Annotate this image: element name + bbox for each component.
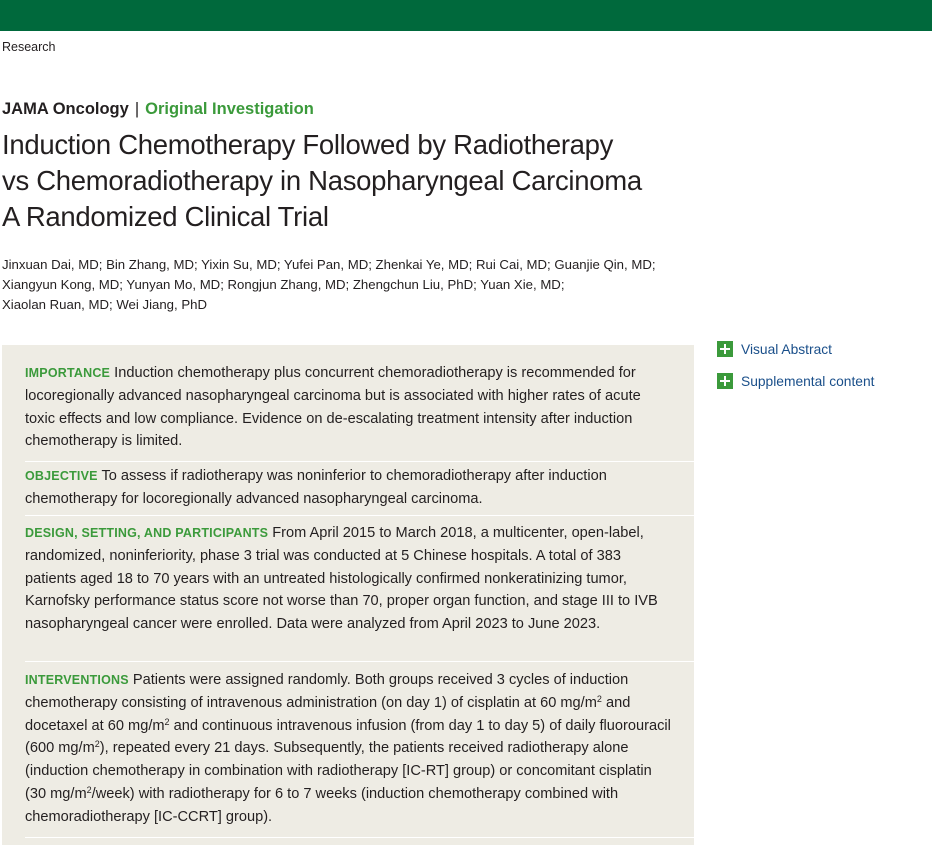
journal-name[interactable]: JAMA Oncology — [2, 100, 129, 118]
abstract-divider — [25, 461, 695, 462]
sidebar-links — [717, 340, 874, 404]
top-brand-bar — [0, 0, 932, 31]
superscript: 2 — [164, 716, 170, 727]
design-text: From April 2015 to March 2018, a multicenter, open-label, randomized, noninferiority, phase 3 trial was conducted at 5 Chinese hospitals. A total of 383 patients aged 18 to 70 years with an untreated histologically confirmed nonkeratinizing tumor, Karnofsky performance status score not worse than 70, proper organ function, and stage III to IVB nasopharyngeal cancer were enrolled. Data were analyzed from April 2023 to June 2023. — [25, 525, 658, 633]
interventions-text-1: Patients were assigned randomly. Both groups received 3 cycles of induction chemotherapy consisting of intravenous administration (on day 1) of cisplatin at 60 mg/m — [25, 672, 629, 711]
interventions-text-5: /week) with radiotherapy for 6 to 7 weeks (induction chemotherapy combined with chemoradiotherapy [IC-CCRT] group). — [25, 785, 619, 825]
title-subtitle: A Randomized Clinical Trial — [2, 201, 329, 232]
superscript: 2 — [94, 739, 100, 750]
superscript: 2 — [596, 693, 602, 704]
author-list — [2, 255, 682, 315]
supplemental-content-label: Supplemental content — [741, 373, 875, 389]
objective-heading: OBJECTIVE — [25, 469, 98, 483]
abstract-importance — [25, 362, 671, 453]
superscript: 2 — [86, 784, 92, 795]
author-line-2: Xiangyun Kong, MD; Yunyan Mo, MD; Rongjun Zhang, MD; Zhengchun Liu, PhD; Yuan Xie, MD; — [2, 277, 565, 292]
importance-text: Induction chemotherapy plus concurrent chemoradiotherapy is recommended for locoregionally advanced nasopharyngeal carcinoma but is associated with higher rates of acute toxic effects and low compliance. Evidence on de-escalating treatment intensity after induction chemotherapy is limited. — [25, 365, 641, 450]
importance-heading: IMPORTANCE — [25, 366, 111, 380]
abstract-box — [2, 345, 694, 845]
abstract-divider — [25, 837, 695, 838]
interventions-text-3: and continuous intravenous infusion (from day 1 to day 5) of daily fluorouracil (600 mg/m — [25, 717, 671, 757]
abstract-divider — [25, 661, 695, 662]
plus-icon — [717, 373, 733, 389]
article-title — [2, 127, 702, 235]
interventions-text-2: and docetaxel at 60 mg/m — [25, 694, 631, 734]
article-type: Original Investigation — [145, 100, 314, 118]
title-line-1: Induction Chemotherapy Followed by Radiotherapy — [2, 129, 614, 160]
abstract-design — [25, 522, 671, 636]
journal-line — [2, 100, 314, 119]
abstract-objective — [25, 465, 671, 511]
abstract-interventions — [25, 669, 671, 829]
visual-abstract-link[interactable] — [717, 340, 874, 358]
interventions-text-4: ), repeated every 21 days. Subsequently, the patients received radiotherapy alone (induction chemotherapy in combination with radiotherapy [IC-RT] group) or concomitant cisplatin (30 mg/m — [25, 740, 652, 802]
section-label: Research — [2, 40, 56, 54]
author-line-3: Xiaolan Ruan, MD; Wei Jiang, PhD — [2, 297, 207, 312]
supplemental-content-link[interactable] — [717, 372, 874, 390]
design-heading: DESIGN, SETTING, AND PARTICIPANTS — [25, 526, 269, 540]
journal-separator: | — [134, 100, 140, 118]
abstract-divider — [25, 515, 695, 516]
objective-text: To assess if radiotherapy was noninferior to chemoradiotherapy after induction chemotherapy for locoregionally advanced nasopharyngeal carcinoma. — [25, 468, 607, 507]
interventions-heading: INTERVENTIONS — [25, 673, 129, 687]
author-line-1: Jinxuan Dai, MD; Bin Zhang, MD; Yixin Su, MD; Yufei Pan, MD; Zhenkai Ye, MD; Rui Cai, MD; Guanjie Qin, MD; — [2, 257, 656, 272]
plus-icon — [717, 341, 733, 357]
visual-abstract-label: Visual Abstract — [741, 341, 833, 357]
title-line-2: vs Chemoradiotherapy in Nasopharyngeal Carcinoma — [2, 165, 642, 196]
